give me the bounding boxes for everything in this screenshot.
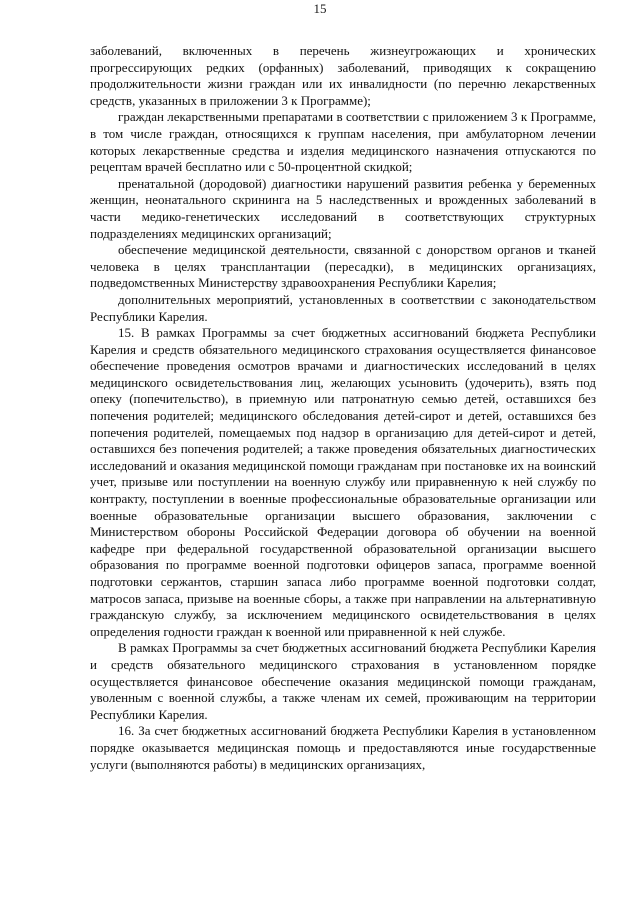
paragraph-continuation: заболеваний, включенных в перечень жизнеугрожающих и хронических прогрессирующих редких (орфанных) заболеваний, приводящих к сокращению продолжительности жизни граждан или их инвалидности (по перечню лекарственных средств, указанных в приложении 3 к Программе);: [90, 43, 596, 108]
paragraph-section-15: 15. В рамках Программы за счет бюджетных ассигнований бюджета Республики Карелия и средств обязательного медицинского страхования осуществляется финансовое обеспечение проведения осмотров врачами и диагностических исследований в целях медицинского освидетельствования лиц, желающих усыновить (удочерить), взять под опеку (попечительство), в приемную или патронатную семью детей, оставшихся без попечения родителей; медицинского обследования детей-сирот и детей, оставшихся без попечения родителей, помещаемых под надзор в организацию для детей-сирот и детей, оставшихся без попечения родителей; а также проведения обязательных диагностических исследований и оказания медицинской помощи гражданам при постановке их на воинский учет, призыве или поступлении на военную службу или приравненную к ней службу по контракту, поступлении в военные профессиональные образовательные организации или военные образовательные организации высшего образования, заключении с Министерством обороны Российской Федерации договора об обучении на военной кафедре при федеральной государственной образовательной организации высшего образования по программе военной подготовки офицеров запаса, программе военной подготовки сержантов, старшин запаса либо программе военной подготовки солдат, матросов запаса, призыве на военные сборы, а также при направлении на альтернативную гражданскую службу, за исключением медицинского освидетельствования в целях определения годности граждан к военной или приравненной к ней службе.: [90, 325, 596, 639]
document-body: [90, 43, 596, 773]
paragraph: граждан лекарственными препаратами в соответствии с приложением 3 к Программе, в том числе граждан, относящихся к группам населения, при амбулаторном лечении которых лекарственные средства и изделия медицинского назначения отпускаются по рецептам врачей бесплатно или с 50-процентной скидкой;: [90, 109, 596, 175]
paragraph: дополнительных мероприятий, установленных в соответствии с законодательством Республики Карелия.: [90, 291, 596, 324]
paragraph: пренатальной (дородовой) диагностики нарушений развития ребенка у беременных женщин, неонатального скрининга на 5 наследственных и врожденных заболеваний в части медико-генетических исследований в соответствующих структурных подразделениях медицинских организаций;: [90, 175, 596, 241]
paragraph: В рамках Программы за счет бюджетных ассигнований бюджета Республики Карелия и средств обязательного медицинского страхования в установленном порядке осуществляется финансовое обеспечение оказания медицинской помощи гражданам, уволенным с военной службы, а также членам их семей, проживающим на территории Республики Карелия.: [90, 640, 596, 722]
paragraph-section-16: 16. За счет бюджетных ассигнований бюджета Республики Карелия в установленном порядке оказывается медицинская помощь и предоставляются иные государственные услуги (выполняются работы) в медицинских организациях,: [90, 723, 596, 772]
page-number: 15: [313, 1, 327, 16]
paragraph: обеспечение медицинской деятельности, связанной с донорством органов и тканей человека в целях трансплантации (пересадки), в медицинских организациях, подведомственных Министерству здравоохранения Республики Карелия;: [90, 242, 596, 291]
